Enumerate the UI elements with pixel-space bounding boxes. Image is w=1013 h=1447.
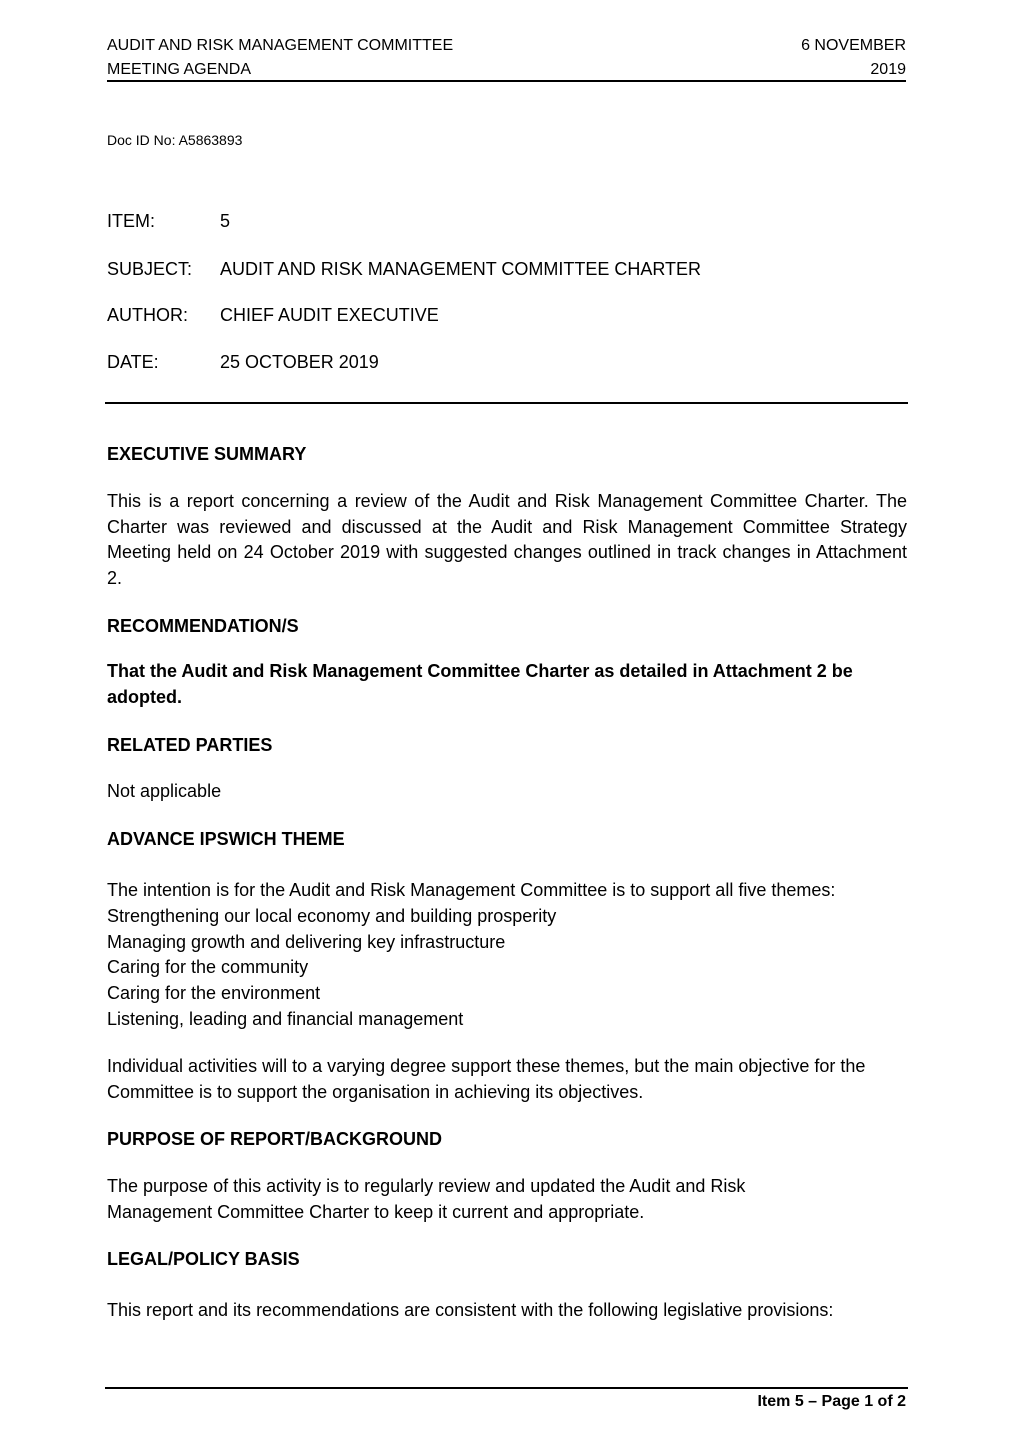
legal-policy-heading: LEGAL/POLICY BASIS (107, 1249, 300, 1269)
list-item: Listening, leading and financial management (107, 1008, 464, 1029)
legal-policy-text: This report and its recommendations are consistent with the following legislative provisions: (107, 1300, 834, 1320)
header-date (801, 34, 906, 82)
related-parties-text: Not applicable (107, 781, 222, 801)
header-divider (107, 80, 906, 82)
list-item: Managing growth and delivering key infrastructure (107, 931, 506, 952)
themes-list (107, 878, 907, 1033)
list-item: Strengthening our local economy and building prosperity (107, 905, 557, 926)
list-item: Caring for the environment (107, 983, 321, 1004)
doc-id: Doc ID No: A5863893 (107, 132, 243, 148)
themes-intro: The intention is for the Audit and Risk Management Committee is to support all five themes: (107, 880, 836, 900)
executive-summary-heading: EXECUTIVE SUMMARY (107, 444, 307, 464)
advance-ipswich-note: Individual activities will to a varying degree support these themes, but the main objective for the Committee is to support the organisation in achieving its objectives. (107, 1056, 866, 1102)
page-number: Item 5 – Page 1 of 2 (757, 1393, 906, 1410)
meta-subject-value: AUDIT AND RISK MANAGEMENT COMMITTEE CHARTER (220, 259, 702, 279)
meta-date-label: DATE: (107, 352, 159, 372)
meta-subject-label: SUBJECT: (107, 259, 193, 279)
purpose-text: The purpose of this activity is to regularly review and updated the Audit and Risk Management Committee Charter to keep it current and appropriate. (107, 1176, 746, 1222)
header-date-line2: 2019 (870, 61, 906, 78)
header-committee (107, 34, 453, 82)
meta-date-value: 25 OCTOBER 2019 (220, 352, 379, 372)
meta-item-label: ITEM: (107, 211, 155, 231)
header-committee-line1: AUDIT AND RISK MANAGEMENT COMMITTEE (107, 37, 454, 54)
recommendation-heading: RECOMMENDATION/S (107, 616, 299, 636)
footer-divider (105, 1387, 908, 1389)
header-committee-line2: MEETING AGENDA (107, 61, 252, 78)
related-parties-heading: RELATED PARTIES (107, 735, 273, 755)
header-date-line1: 6 NOVEMBER (801, 37, 906, 54)
recommendation-text: That the Audit and Risk Management Committee Charter as detailed in Attachment 2 be adopted. (107, 661, 853, 707)
purpose-heading: PURPOSE OF REPORT/BACKGROUND (107, 1129, 443, 1149)
meta-author-value: CHIEF AUDIT EXECUTIVE (220, 305, 439, 325)
list-item: Caring for the community (107, 957, 309, 978)
meta-item-value: 5 (220, 211, 231, 231)
executive-summary-text: This is a report concerning a review of the Audit and Risk Management Committee Charter. The Charter was reviewed and discussed at the Audit and Risk Management Committee Strategy Meeting held on 24 October 2019 with suggested changes outlined in track changes in Attachment 2. (107, 491, 907, 588)
meta-author-label: AUTHOR: (107, 305, 188, 325)
advance-ipswich-heading: ADVANCE IPSWICH THEME (107, 829, 345, 849)
section-divider (105, 402, 908, 404)
